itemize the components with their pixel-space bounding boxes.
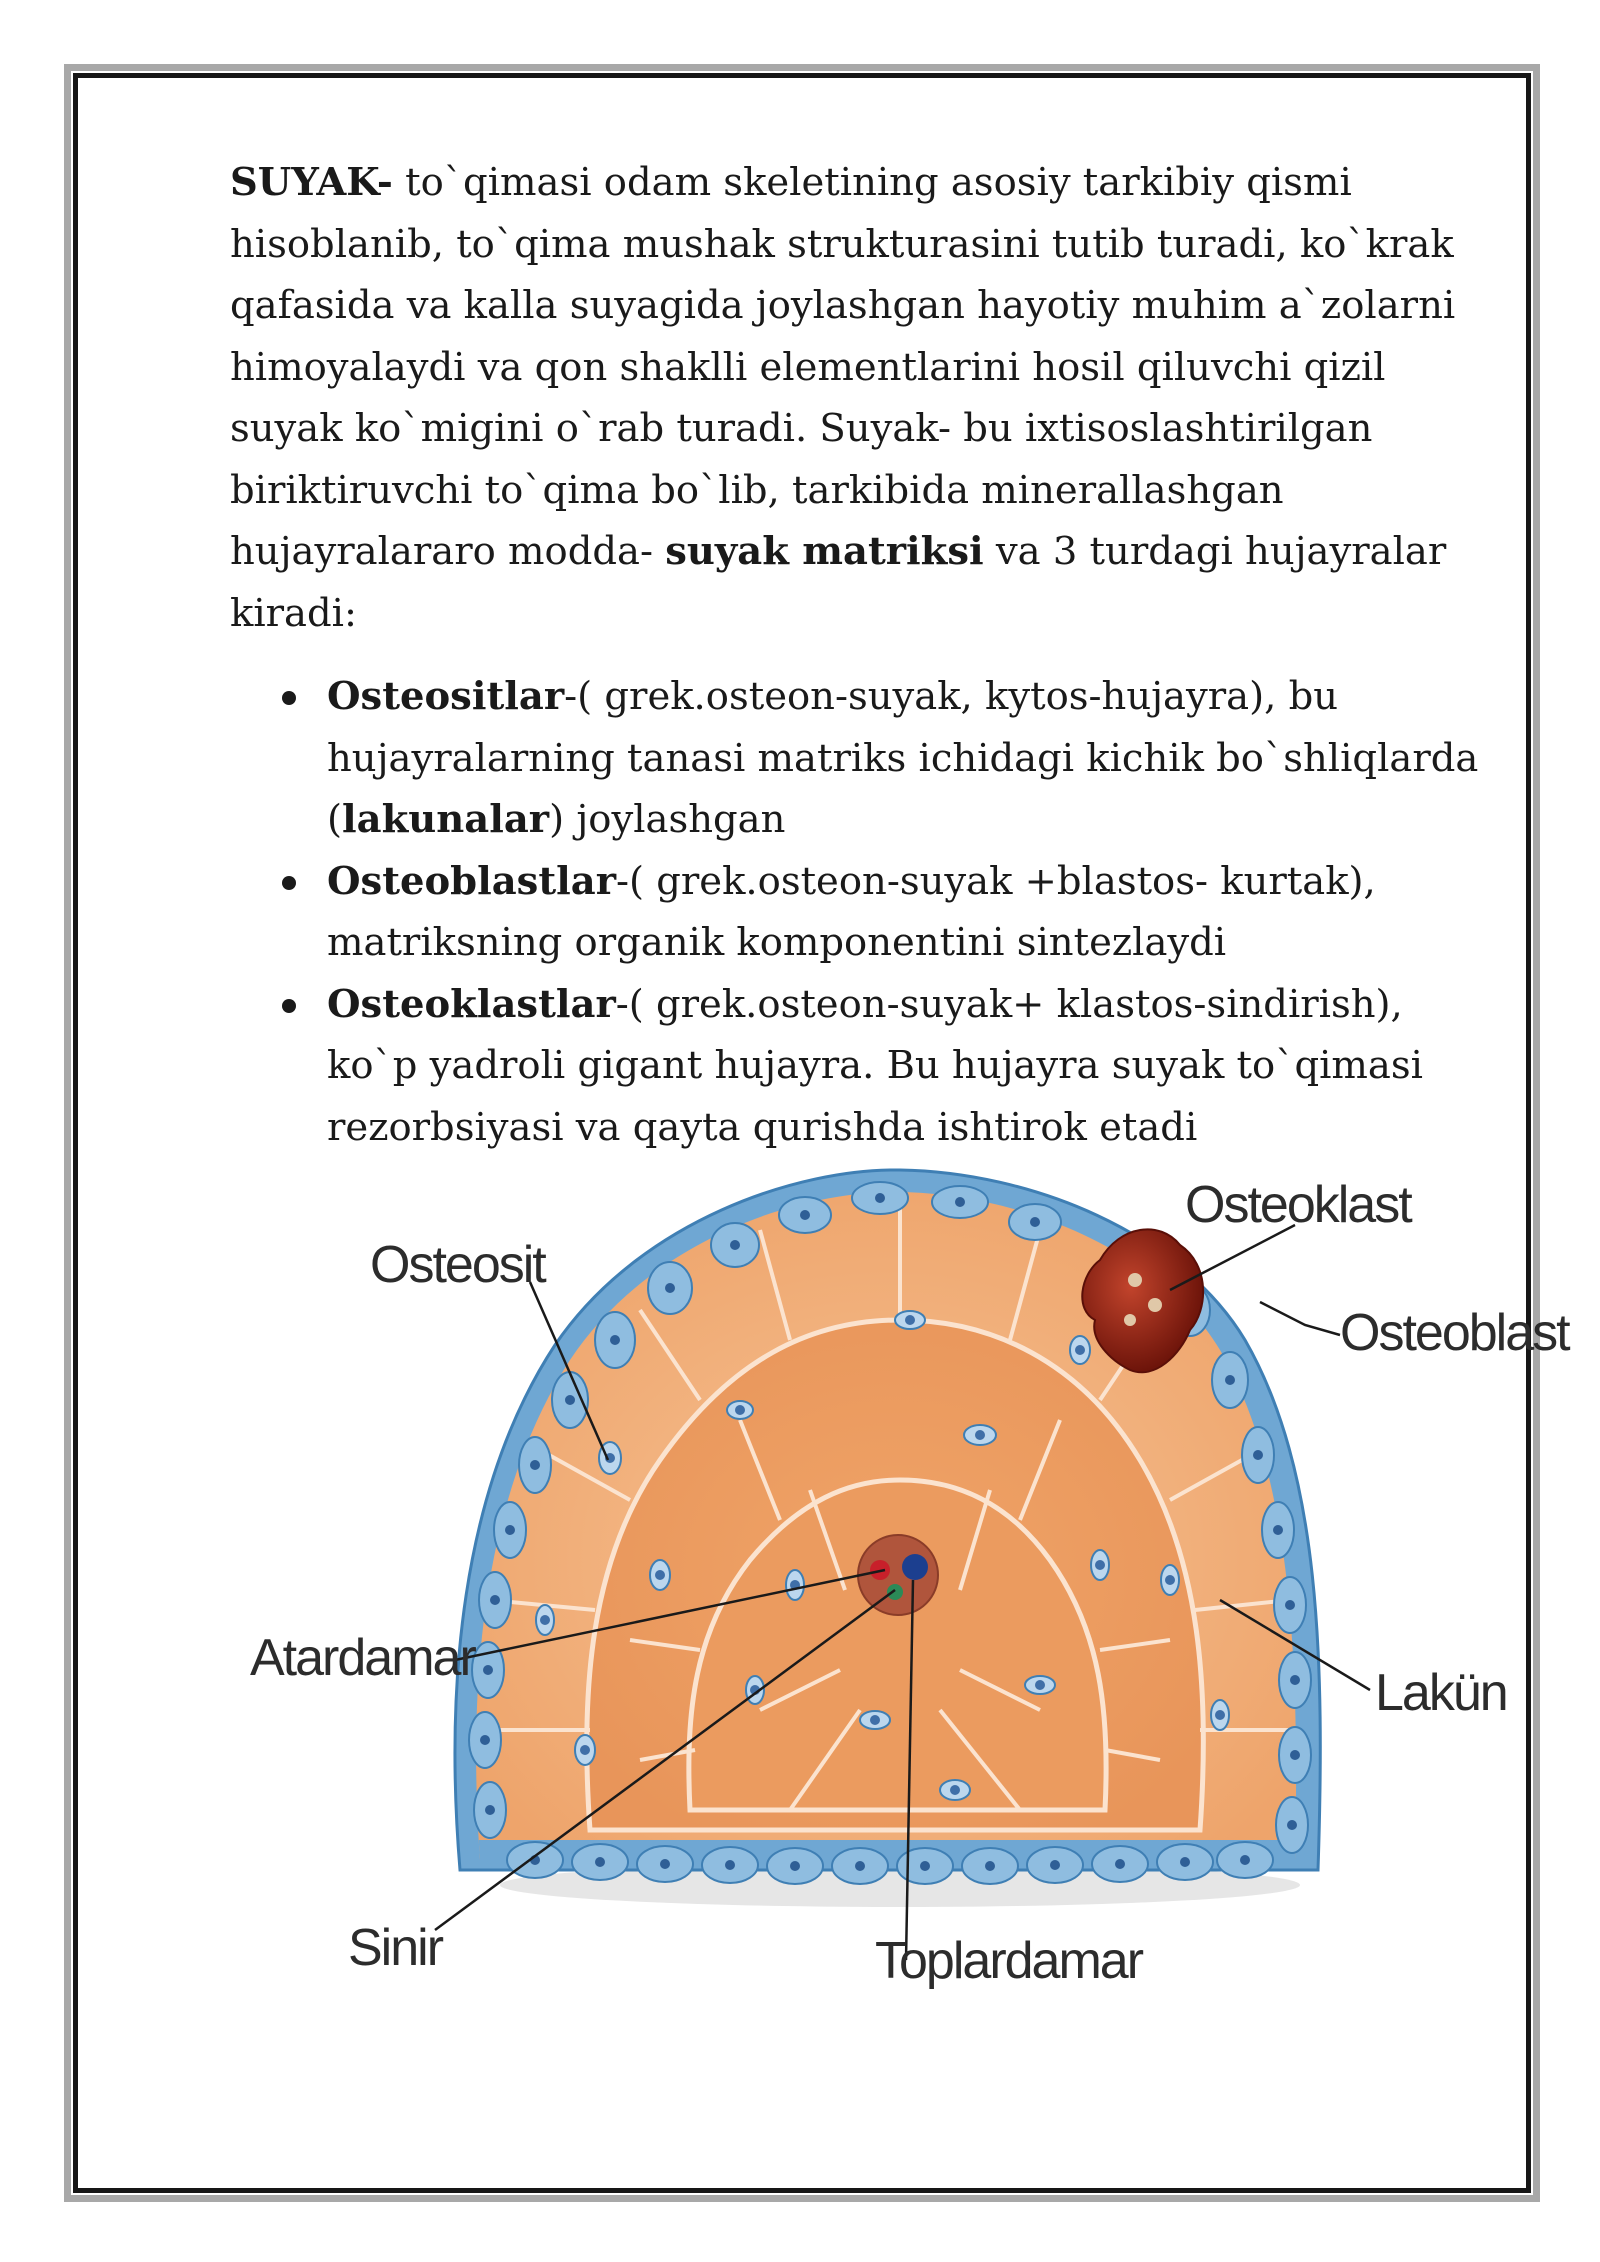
list-item-term: Osteoblastlar [327, 858, 616, 904]
list-item-term: Osteoklastlar [327, 981, 616, 1027]
list-item-text-end: ) joylashgan [549, 797, 786, 842]
label-osteosit: Osteosit [370, 1236, 545, 1294]
document-body [230, 152, 1500, 1158]
intro-text-2: va 3 turdagi hujayralar kiradi: [230, 529, 1447, 636]
intro-bold-term: suyak matriksi [665, 529, 984, 574]
list-item-bold: lakunalar [342, 797, 550, 842]
vein-dot [902, 1554, 928, 1580]
nerve-dot [887, 1584, 903, 1600]
bullet-dot [282, 999, 296, 1013]
label-lakun: Lakün [1375, 1664, 1507, 1722]
intro-lead: SUYAK- [230, 160, 393, 205]
list-item-osteositlar [230, 666, 1500, 851]
bullet-dot [282, 876, 296, 890]
list-item-osteoklastlar [230, 974, 1500, 1159]
label-sinir: Sinir [348, 1919, 443, 1977]
label-osteoklast: Osteoklast [1185, 1176, 1411, 1234]
central-canal [858, 1535, 938, 1615]
bone-diagram [250, 1170, 1569, 2000]
label-osteoblast: Osteoblast [1340, 1304, 1569, 1362]
cell-type-list [230, 666, 1500, 1158]
list-item-term: Osteositlar [327, 674, 565, 719]
list-item-text: -( grek.osteon-suyak+ klastos-sindirish), ko`p yadroli gigant hujayra. Bu hujayra suyak to`qimasi rezorbsiyasi va qayta qurishda ishtirok etadi [327, 981, 1423, 1150]
label-toplardamar: Toplardamar [875, 1932, 1143, 1990]
list-item-text: -( grek.osteon-suyak +blastos- kurtak), matriksning organik komponentini sintezlaydi [327, 858, 1376, 965]
bullet-dot [282, 691, 296, 705]
list-item-osteoblastlar [230, 851, 1500, 974]
label-atardamar: Atardamar [250, 1629, 475, 1687]
intro-paragraph [230, 152, 1500, 644]
intro-text-1: to`qimasi odam skeletining asosiy tarkibiy qismi hisoblanib, to`qima mushak strukturasini tutib turadi, ko`krak qafasida va kalla suyagida joylashgan hayotiy muhim a`zolarni himoyalaydi va qon shaklli elementlarini hosil qiluvchi qizil suyak ko`migini o`rab turadi. Suyak- bu ixtisoslashtirilgan biriktiruvchi to`qima bo`lib, tarkibida minerallashgan hujayralararo modda- [230, 160, 1456, 574]
list-item-text: -( grek.osteon-suyak, kytos-hujayra), bu hujayralarning tanasi matriks ichidagi kichik bo`shliqlarda ( [327, 674, 1479, 842]
bone-tissue-figure [250, 1170, 1569, 2000]
